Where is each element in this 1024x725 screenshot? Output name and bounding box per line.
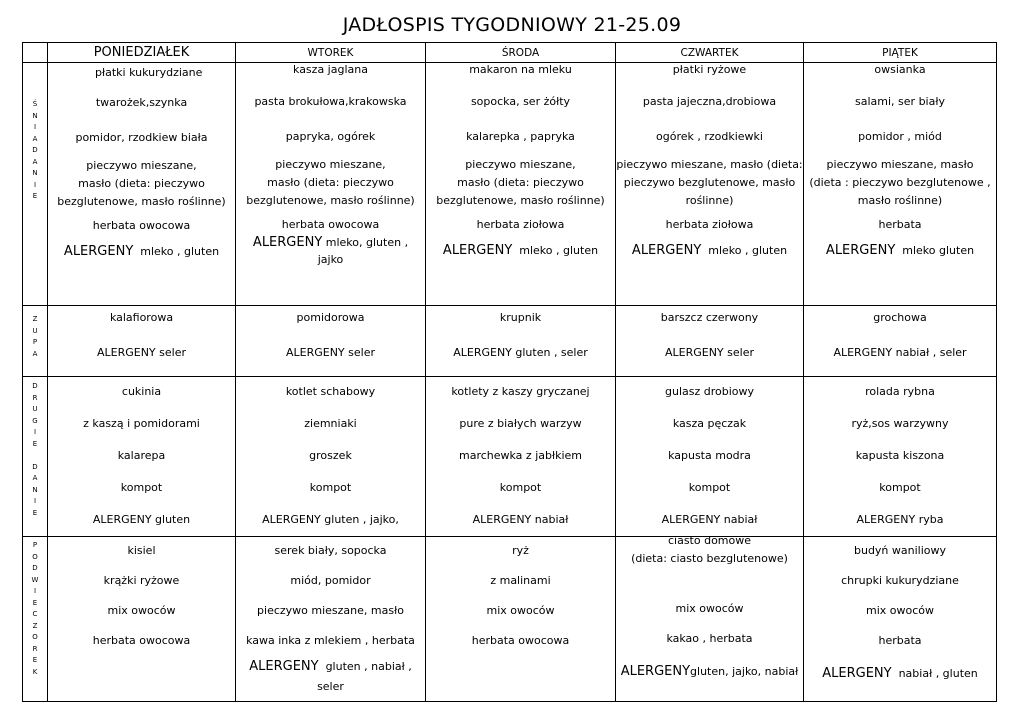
- section-label-letter: D: [32, 382, 38, 390]
- meal-line: mix owoców: [486, 604, 555, 617]
- meal-line: herbata owocowa: [471, 634, 570, 647]
- meal-line: kapusta modra: [668, 449, 751, 462]
- meal-cell: [804, 537, 997, 702]
- meal-cell: [236, 377, 426, 537]
- section-label-letter: U: [32, 405, 38, 413]
- meal-line: kompot: [499, 481, 542, 494]
- meal-line: pure z białych warzyw: [459, 417, 582, 430]
- section-label-letter: E: [32, 439, 38, 448]
- section-label-letter: [23, 450, 47, 462]
- meal-line: sopocka, ser żółty: [470, 95, 571, 108]
- meal-line: pieczywo mieszane,: [465, 158, 576, 171]
- meal-line: chrupki kukurydziane: [841, 574, 959, 587]
- meal-line: kompot: [120, 481, 163, 494]
- meal-line: herbata: [878, 218, 922, 231]
- day-header-friday: PIĄTEK: [804, 43, 997, 63]
- allergen-label: ALERGENY: [631, 243, 702, 258]
- allergen-values: gluten , nabiał ,: [325, 660, 412, 673]
- row-podwieczorek: [23, 537, 997, 702]
- meal-line: marchewka z jabłkiem: [458, 449, 583, 462]
- section-label-letter: I: [33, 123, 37, 131]
- section-label-letter: C: [32, 610, 38, 618]
- meal-line: (dieta: ciasto bezglutenowe): [631, 552, 788, 565]
- meal-cell: [236, 63, 426, 306]
- section-label-letter: D: [32, 146, 38, 154]
- meal-line: herbata ziołowa: [665, 218, 754, 231]
- allergen-line: ALERGENY seler: [285, 346, 375, 359]
- meal-line: krupnik: [499, 311, 542, 324]
- allergen-values: nabiał , gluten: [898, 667, 978, 680]
- section-label-letter: I: [33, 497, 37, 505]
- corner-cell: [23, 43, 48, 63]
- allergen-line: ALERGENY gluten , seler: [453, 346, 588, 359]
- meal-cell: [236, 306, 426, 377]
- meal-line: twarożek,szynka: [95, 96, 188, 109]
- meal-line: masło (dieta: pieczywo: [267, 176, 394, 189]
- meal-cell: [236, 537, 426, 702]
- allergen-values: gluten, jajko, nabiał: [690, 665, 799, 678]
- meal-line: kisiel: [127, 544, 156, 557]
- allergen-line: ALERGENY seler: [664, 346, 754, 359]
- meal-cell: [48, 377, 236, 537]
- allergen-line: ALERGENY nabiał: [472, 513, 569, 526]
- section-label-letter: E: [32, 656, 38, 664]
- meal-line: groszek: [309, 449, 352, 462]
- allergen-values: mleko gluten: [902, 244, 975, 257]
- meal-line: ciasto domowe: [667, 534, 752, 547]
- section-label-letter: Z: [32, 315, 38, 323]
- meal-line: mix owoców: [675, 602, 744, 615]
- meal-line: masło roślinne): [857, 194, 943, 207]
- meal-line: ziemniaki: [304, 417, 357, 430]
- meal-line: kakao , herbata: [666, 632, 753, 645]
- meal-line: serek biały, sopocka: [274, 544, 387, 557]
- meal-cell: [804, 63, 997, 306]
- meal-line: (dieta : pieczywo bezglutenowe ,: [809, 176, 991, 189]
- section-label-letter: U: [32, 326, 38, 335]
- allergen-line: [804, 665, 996, 683]
- page-title: JADŁOSPIS TYGODNIOWY 21-25.09: [342, 14, 682, 36]
- allergen-label: ALERGENY: [249, 659, 319, 674]
- meal-line: pieczywo mieszane,: [86, 159, 197, 172]
- allergen-values: mleko , gluten: [140, 245, 220, 258]
- meal-line: kotlet schabowy: [285, 385, 376, 398]
- allergen-values: mleko , gluten: [708, 244, 788, 257]
- meal-line: ogórek , rzodkiewki: [656, 130, 763, 143]
- allergen-values: jajko: [317, 253, 344, 266]
- meal-cell: [616, 377, 804, 537]
- row-sniadanie: [23, 63, 997, 306]
- allergen-values: mleko , gluten: [519, 244, 599, 257]
- meal-line: mix owoców: [865, 604, 934, 617]
- section-label-letter: E: [32, 508, 38, 517]
- meal-line: kasza pęczak: [672, 417, 747, 430]
- day-header-thursday: CZWARTEK: [616, 43, 804, 63]
- section-label-letter: D: [32, 462, 38, 471]
- meal-line: kompot: [879, 481, 921, 494]
- section-label-letter: E: [32, 598, 38, 607]
- meal-line: pomidorowa: [296, 311, 365, 324]
- meal-cell: [616, 534, 804, 702]
- section-label-letter: N: [32, 169, 38, 177]
- meal-cell: [804, 377, 997, 537]
- meal-line: bezglutenowe, masło roślinne): [57, 195, 226, 208]
- section-label-letter: W: [31, 575, 39, 584]
- meal-line: herbata: [878, 634, 922, 647]
- allergen-line: [48, 243, 235, 261]
- meal-line: pasta brokułowa,krakowska: [254, 95, 407, 108]
- meal-line: kompot: [309, 481, 352, 494]
- meal-line: owsianka: [874, 63, 926, 76]
- meal-line: ryż,sos warzywny: [851, 417, 949, 430]
- day-header-tuesday: WTOREK: [236, 43, 426, 63]
- meal-line: kasza jaglana: [293, 63, 368, 76]
- allergen-line: [616, 242, 803, 260]
- meal-cell: [616, 306, 804, 377]
- meal-line: pomidor, rzodkiew biała: [75, 131, 208, 144]
- meal-line: rolada rybna: [865, 385, 935, 398]
- meal-line: makaron na mleku: [469, 63, 572, 76]
- meal-line: bezglutenowe, masło roślinne): [246, 194, 415, 207]
- section-label-sniadanie: [23, 63, 48, 306]
- section-label-letter: O: [32, 633, 38, 641]
- meal-cell: [804, 306, 997, 377]
- meal-cell: [48, 537, 236, 702]
- meal-line: roślinne): [685, 194, 734, 207]
- allergen-line: [236, 657, 425, 697]
- meal-line: pasta jajeczna,drobiowa: [642, 95, 777, 108]
- meal-line: krążki ryżowe: [103, 574, 180, 587]
- allergen-values: seler: [317, 680, 344, 693]
- section-label-letter: N: [32, 111, 38, 120]
- allergen-line: [426, 242, 615, 260]
- day-header-wednesday: ŚRODA: [426, 43, 616, 63]
- menu-table: [22, 42, 997, 702]
- meal-line: pieczywo mieszane, masło: [826, 158, 974, 171]
- meal-line: ryż: [512, 544, 529, 557]
- meal-cell: [426, 377, 616, 537]
- meal-line: pomidor , miód: [858, 130, 942, 143]
- meal-line: papryka, ogórek: [285, 130, 376, 143]
- meal-line: cukinia: [121, 385, 162, 398]
- section-label-letter: I: [33, 587, 37, 595]
- meal-line: z kaszą i pomidorami: [83, 417, 200, 430]
- section-label-letter: R: [32, 644, 38, 653]
- section-label-letter: R: [32, 393, 38, 402]
- allergen-line: [236, 234, 425, 268]
- meal-line: gulasz drobiowy: [664, 385, 755, 398]
- meal-line: kalarepka , papryka: [466, 130, 575, 143]
- meal-line: miód, pomidor: [290, 574, 371, 587]
- section-label-letter: Z: [32, 621, 38, 630]
- meal-line: barszcz czerwony: [660, 311, 759, 324]
- meal-line: kapusta kiszona: [855, 449, 945, 462]
- allergen-line: ALERGENY nabiał: [661, 513, 758, 526]
- section-label-letter: A: [32, 134, 38, 143]
- section-label-drugie-danie: [23, 377, 48, 537]
- meal-line: kompot: [688, 481, 731, 494]
- allergen-values: mleko, gluten ,: [325, 236, 409, 249]
- allergen-line: [616, 663, 803, 681]
- allergen-line: ALERGENY seler: [96, 346, 186, 359]
- meal-line: pieczywo mieszane,: [275, 158, 386, 171]
- allergen-label: ALERGENY: [620, 664, 691, 679]
- row-drugie-danie: [23, 377, 997, 537]
- allergen-line: [804, 242, 996, 260]
- allergen-label: ALERGENY: [822, 666, 892, 681]
- allergen-label: ALERGENY: [252, 235, 323, 250]
- meal-line: budyń waniliowy: [853, 544, 947, 557]
- allergen-label: ALERGENY: [442, 243, 513, 258]
- meal-cell: [426, 537, 616, 702]
- meal-line: pieczywo mieszane, masło (dieta:: [616, 158, 803, 171]
- section-label-letter: A: [32, 157, 38, 166]
- meal-cell: [48, 306, 236, 377]
- allergen-line: ALERGENY ryba: [856, 513, 944, 526]
- header-row: [23, 43, 997, 63]
- allergen-line: ALERGENY gluten , jajko,: [262, 513, 399, 526]
- day-header-monday: PONIEDZIAŁEK: [48, 43, 236, 63]
- meal-line: masło (dieta: pieczywo: [457, 176, 584, 189]
- meal-line: grochowa: [873, 311, 927, 324]
- meal-cell: [616, 63, 804, 306]
- section-label-letter: G: [32, 416, 38, 425]
- section-label-letter: A: [32, 349, 38, 358]
- section-label-letter: O: [32, 552, 38, 561]
- meal-line: herbata owocowa: [92, 219, 191, 232]
- meal-line: pieczywo bezglutenowe, masło: [623, 176, 796, 189]
- section-label-letter: E: [32, 192, 38, 200]
- section-label-letter: D: [32, 564, 38, 572]
- meal-line: kotlety z kaszy gryczanej: [451, 385, 590, 398]
- section-label-letter: A: [32, 474, 38, 482]
- meal-cell: [426, 306, 616, 377]
- allergen-label: ALERGENY: [63, 244, 134, 259]
- meal-line: herbata owocowa: [281, 218, 380, 231]
- allergen-line: ALERGENY gluten: [92, 513, 191, 526]
- meal-line: mix owoców: [107, 604, 176, 617]
- section-label-letter: Ś: [32, 100, 38, 108]
- meal-line: kawa inka z mlekiem , herbata: [246, 634, 415, 647]
- allergen-label: ALERGENY: [825, 243, 896, 258]
- row-zupa: [23, 306, 997, 377]
- meal-line: płatki ryżowe: [672, 63, 747, 76]
- section-label-letter: I: [33, 180, 37, 189]
- meal-cell: [48, 63, 236, 306]
- meal-line: bezglutenowe, masło roślinne): [436, 194, 605, 207]
- meal-line: kalafiorowa: [109, 311, 174, 324]
- meal-line: pieczywo mieszane, masło: [257, 604, 404, 617]
- meal-line: herbata ziołowa: [476, 218, 565, 231]
- meal-line: kalarepa: [117, 449, 166, 462]
- section-label-podwieczorek: [23, 537, 48, 702]
- section-label-letter: I: [33, 428, 37, 436]
- section-label-letter: N: [32, 485, 38, 494]
- meal-line: salami, ser biały: [855, 95, 945, 108]
- meal-line: herbata owocowa: [92, 634, 191, 647]
- meal-line: masło (dieta: pieczywo: [78, 177, 205, 190]
- section-label-zupa: [23, 306, 48, 377]
- meal-cell: [426, 63, 616, 306]
- meal-line: płatki kukurydziane: [95, 66, 203, 79]
- section-label-letter: P: [32, 541, 38, 549]
- section-label-letter: P: [32, 338, 38, 346]
- meal-line: z malinami: [490, 574, 551, 587]
- allergen-line: ALERGENY nabiał , seler: [833, 346, 967, 359]
- section-label-letter: K: [32, 667, 38, 676]
